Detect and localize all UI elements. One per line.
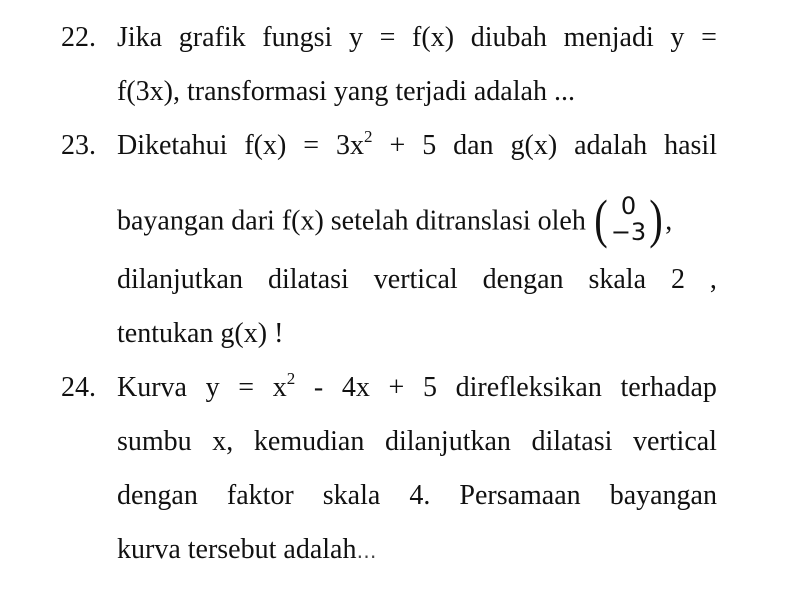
word: 4x <box>341 372 370 403</box>
word: vertical <box>633 426 717 457</box>
word: $3x^2$ <box>336 127 373 161</box>
question-24-line-4 <box>117 534 717 566</box>
word: - <box>313 372 324 403</box>
question-23-line-1 <box>117 127 717 162</box>
word: dilatasi <box>531 426 613 457</box>
word: dengan <box>482 264 564 295</box>
question-24-line-1 <box>117 369 717 404</box>
word: , <box>709 264 717 295</box>
word: 5 <box>422 130 437 161</box>
word: f(x) <box>412 22 455 53</box>
line-text: kurva tersebut adalah <box>117 534 357 565</box>
word: adalah <box>574 130 648 161</box>
word: f(x) <box>244 130 287 161</box>
right-paren: ) <box>649 189 663 249</box>
translation-vector <box>592 189 665 249</box>
word: Diketahui <box>117 130 228 161</box>
word: y <box>205 372 220 403</box>
word: grafik <box>178 22 246 53</box>
word: + <box>389 130 406 161</box>
word: dilanjutkan <box>117 264 243 295</box>
word: = <box>303 130 320 161</box>
word: 2 <box>670 264 685 295</box>
question-23-number: 23. <box>61 130 96 161</box>
question-22-line-2: f(3x), transformasi yang terjadi adalah ... <box>117 76 575 107</box>
word: + <box>388 372 405 403</box>
ellipsis: … <box>356 539 377 563</box>
word: dan <box>453 130 494 161</box>
word: $x^2$ <box>272 369 296 403</box>
question-23-line-3 <box>117 264 717 296</box>
word: skala <box>322 480 381 511</box>
word: g(x) <box>510 130 558 161</box>
question-22-line-1 <box>117 22 717 54</box>
question-23-line-2 <box>117 189 717 250</box>
superscript: 2 <box>286 369 296 388</box>
word: Persamaan <box>459 480 581 511</box>
word: = <box>379 22 396 53</box>
word: Kurva <box>117 372 187 403</box>
word: vertical <box>373 264 458 295</box>
word: kemudian <box>253 426 365 457</box>
word: hasil <box>664 130 717 161</box>
line-text: bayangan dari f(x) setelah ditranslasi oleh <box>117 205 586 237</box>
word: sumbu <box>117 426 192 457</box>
comma: , <box>665 205 673 237</box>
question-24-line-3 <box>117 480 717 512</box>
word: diubah <box>470 22 547 53</box>
word: fungsi <box>262 22 333 53</box>
question-24-number: 24. <box>61 372 96 403</box>
word: y <box>348 22 363 53</box>
question-24-line-2 <box>117 426 717 458</box>
word: skala <box>588 264 647 295</box>
left-paren: ( <box>594 189 608 249</box>
word: dilanjutkan <box>384 426 511 457</box>
word: y <box>670 22 685 53</box>
word: dengan <box>117 480 198 511</box>
word: Jika <box>117 22 163 53</box>
word: dilatasi <box>267 264 349 295</box>
word: 4. <box>409 480 431 511</box>
word: menjadi <box>563 22 654 53</box>
word: = <box>238 372 255 403</box>
vector-top: 0 <box>620 192 637 220</box>
word: 5 <box>423 372 437 403</box>
superscript: 2 <box>364 127 373 146</box>
word: x, <box>212 426 234 457</box>
word: faktor <box>226 480 294 511</box>
word: bayangan <box>609 480 717 511</box>
question-23-line-4: tentukan g(x) ! <box>117 318 284 349</box>
vector-bottom: −3 <box>610 218 647 246</box>
word: = <box>701 22 717 53</box>
question-22-number: 22. <box>61 22 96 53</box>
word: terhadap <box>620 372 717 403</box>
word: direfleksikan <box>455 372 602 403</box>
